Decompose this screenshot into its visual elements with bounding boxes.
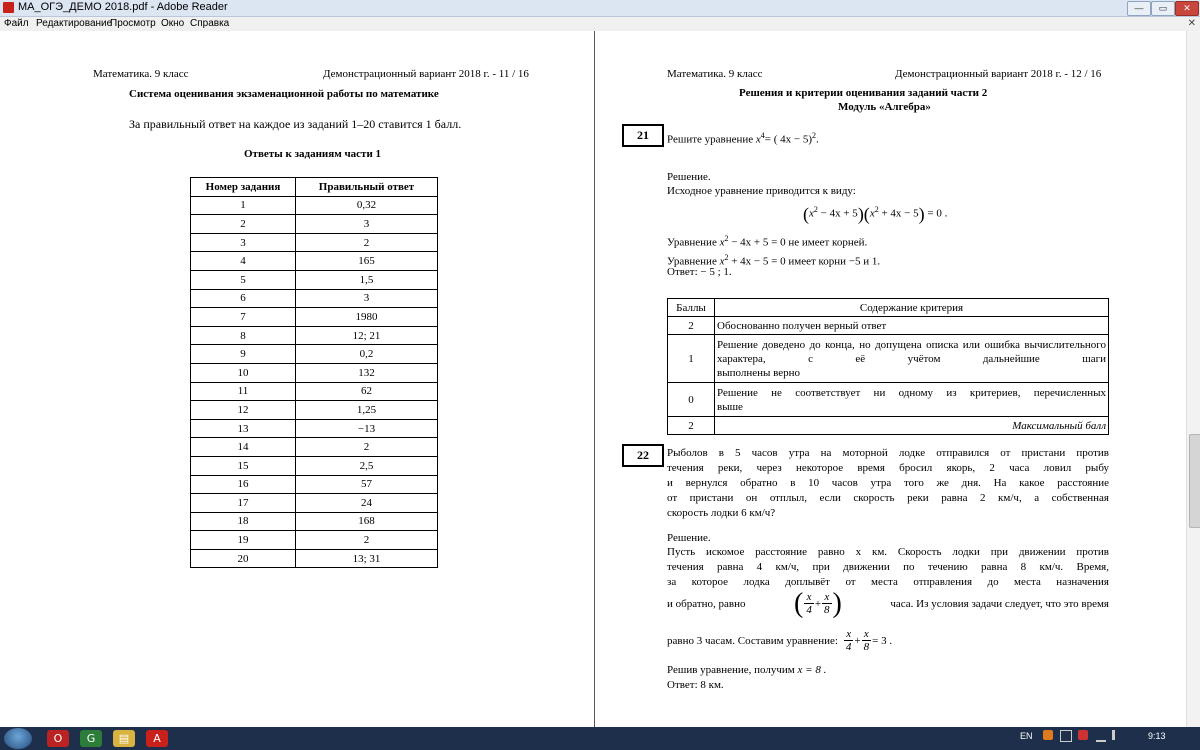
eq-b: − 4x + 5 bbox=[817, 207, 858, 220]
answer-value: 12; 21 bbox=[296, 326, 438, 345]
criteria-max-label: Максимальный балл bbox=[715, 417, 1109, 435]
page-divider bbox=[594, 31, 595, 727]
answer-task-number: 16 bbox=[191, 475, 296, 494]
task-21-line2: Уравнение $x^2 + 4x - 5 = 0$ имеет корни −5 и 1. bbox=[667, 253, 881, 268]
answer-row bbox=[191, 401, 438, 420]
line1-post: не имеет корней. bbox=[788, 236, 868, 249]
eq-c: x bbox=[869, 207, 875, 220]
eq-plus: + bbox=[854, 634, 861, 647]
answer-value: 2 bbox=[296, 531, 438, 550]
answers-table bbox=[190, 177, 438, 568]
task-22-solution-label: Решение. bbox=[667, 532, 711, 544]
task-21-rhs: = ( 4x − 5) bbox=[764, 133, 813, 146]
answer-row bbox=[191, 382, 438, 401]
answer-row bbox=[191, 438, 438, 457]
opera-icon[interactable]: O bbox=[47, 730, 69, 747]
criteria-text-main: Решение доведено до конца, но допущена описка или ошибка вычислительного характера, с её учётом дальнейшие шаги bbox=[717, 338, 1106, 365]
eq-end: = 0 . bbox=[924, 207, 948, 220]
window-title: МА_ОГЭ_ДЕМО 2018.pdf - Adobe Reader bbox=[18, 1, 228, 13]
answer-row bbox=[191, 363, 438, 382]
answer-value: 62 bbox=[296, 382, 438, 401]
close-button[interactable]: ✕ bbox=[1175, 1, 1199, 16]
line2-pre: Уравнение bbox=[667, 255, 717, 268]
criteria-text-last: выше bbox=[717, 400, 743, 413]
task-21-answer: Ответ: − 5 ; 1. bbox=[667, 266, 732, 278]
criteria-text-main: Решение не соответствует ни одному из критериев, перечисленных bbox=[717, 386, 1106, 399]
answer-task-number: 15 bbox=[191, 456, 296, 475]
task-22-sol-line: за которое лодка доплывёт от места отправления до места назначения bbox=[667, 576, 1109, 588]
left-page-title: Система оценивания экзаменационной работы по математике bbox=[129, 88, 439, 100]
answer-value: 57 bbox=[296, 475, 438, 494]
task-22-number: 22 bbox=[622, 444, 664, 467]
task-21-dot: . bbox=[816, 133, 819, 146]
answer-task-number: 5 bbox=[191, 270, 296, 289]
task-22-solution bbox=[667, 545, 1109, 590]
answer-task-number: 18 bbox=[191, 512, 296, 531]
menu-view[interactable]: Просмотр bbox=[110, 18, 156, 29]
answer-value: 165 bbox=[296, 252, 438, 271]
task-21-line1: Уравнение $x^2 - 4x + 5 = 0$ не имеет корней. bbox=[667, 234, 868, 249]
criteria-score: 2 bbox=[668, 317, 715, 335]
scrollbar-thumb[interactable] bbox=[1189, 434, 1200, 528]
maximize-button[interactable]: ▭ bbox=[1151, 1, 1175, 16]
line1-eq-b: − 4x + 5 = 0 bbox=[728, 236, 786, 249]
answer-task-number: 12 bbox=[191, 401, 296, 420]
answer-task-number: 19 bbox=[191, 531, 296, 550]
document-close-icon[interactable]: ✕ bbox=[1187, 18, 1196, 29]
eq-a: x bbox=[809, 207, 814, 220]
task-22-sol-line: Пусть искомое расстояние равно x км. Скорость лодки при движении против bbox=[667, 546, 1109, 558]
left-page-subtitle: За правильный ответ на каждое из заданий 1–20 ставится 1 балл. bbox=[129, 117, 462, 131]
taskbar bbox=[0, 727, 1200, 750]
task-22-equation bbox=[667, 628, 892, 653]
answers-title: Ответы к заданиям части 1 bbox=[244, 148, 382, 160]
answer-value: 1,25 bbox=[296, 401, 438, 420]
answer-row bbox=[191, 531, 438, 550]
eq-d: + 4x − 5 bbox=[878, 207, 919, 220]
adobe-reader-icon bbox=[3, 2, 14, 13]
language-indicator[interactable]: EN bbox=[1020, 731, 1033, 741]
eq-frac2-d: 8 bbox=[863, 641, 870, 653]
task-22-solved bbox=[667, 663, 826, 677]
answer-row bbox=[191, 345, 438, 364]
answer-row bbox=[191, 456, 438, 475]
answer-value: 0,2 bbox=[296, 345, 438, 364]
answer-row bbox=[191, 270, 438, 289]
left-header-subject: Математика. 9 класс bbox=[93, 68, 189, 80]
menu-help[interactable]: Справка bbox=[190, 18, 230, 29]
start-button[interactable] bbox=[4, 728, 32, 749]
answer-row bbox=[191, 512, 438, 531]
answer-task-number: 10 bbox=[191, 363, 296, 382]
eq-frac2-n: x bbox=[862, 628, 872, 641]
left-header-variant: Демонстрационный вариант 2018 г. - 11 / 16 bbox=[323, 68, 529, 80]
line2-eq-b: + 4x − 5 = 0 bbox=[728, 255, 786, 268]
answer-row bbox=[191, 494, 438, 513]
tray-notification-icon[interactable] bbox=[1060, 730, 1072, 742]
answer-row bbox=[191, 549, 438, 568]
answer-row bbox=[191, 308, 438, 327]
answer-task-number: 3 bbox=[191, 233, 296, 252]
menu-window[interactable]: Окно bbox=[161, 18, 185, 29]
criteria-table bbox=[667, 298, 1109, 435]
right-page-module: Модуль «Алгебра» bbox=[838, 101, 931, 113]
answer-task-number: 4 bbox=[191, 252, 296, 271]
task-22-sol-line: течения равна 4 км/ч, при движении по течению равна 8 км/ч. Время, bbox=[667, 561, 1109, 573]
answer-value: 2 bbox=[296, 233, 438, 252]
eq-frac1-d: 4 bbox=[845, 641, 852, 653]
task-21-prompt-text: Решите уравнение bbox=[667, 133, 754, 146]
frac1-n: x bbox=[804, 591, 814, 604]
task-22-text bbox=[667, 446, 1109, 521]
sol-pre: и обратно, равно bbox=[667, 597, 746, 610]
answer-value: 24 bbox=[296, 494, 438, 513]
task-21-number: 21 bbox=[622, 124, 664, 147]
tray-security-icon[interactable] bbox=[1078, 730, 1088, 740]
answer-value: 2,5 bbox=[296, 456, 438, 475]
answer-task-number: 6 bbox=[191, 289, 296, 308]
criteria-header-content: Содержание критерия bbox=[715, 299, 1109, 317]
answer-task-number: 9 bbox=[191, 345, 296, 364]
right-header-subject: Математика. 9 класс bbox=[667, 68, 763, 80]
task-22-line: от пристани он отплыл, если скорость реки равна 2 км/ч, а собственная bbox=[667, 492, 1109, 504]
criteria-max-score: 2 bbox=[668, 417, 715, 435]
criteria-header-score: Баллы bbox=[668, 299, 715, 317]
clock[interactable]: 9:13 bbox=[1148, 731, 1166, 741]
answer-row bbox=[191, 215, 438, 234]
task-22-line-last: скорость лодки 6 км/ч? bbox=[667, 507, 776, 519]
answer-task-number: 17 bbox=[191, 494, 296, 513]
task-22-line: Рыболов в 5 часов утра на моторной лодке отправился от пристани против bbox=[667, 447, 1109, 459]
criteria-score: 0 bbox=[668, 383, 715, 417]
answer-task-number: 8 bbox=[191, 326, 296, 345]
answer-value: 168 bbox=[296, 512, 438, 531]
answers-header-number: Номер задания bbox=[191, 178, 296, 197]
menu-edit[interactable]: Редактирование bbox=[36, 18, 113, 29]
answer-value: −13 bbox=[296, 419, 438, 438]
line2-post: имеет корни −5 и 1. bbox=[788, 255, 881, 268]
answer-value: 0,32 bbox=[296, 196, 438, 215]
adobe-reader-taskbar-icon[interactable]: A bbox=[146, 730, 168, 747]
frac2-n: x bbox=[822, 591, 832, 604]
answer-value: 2 bbox=[296, 438, 438, 457]
answer-value: 1,5 bbox=[296, 270, 438, 289]
answer-row bbox=[191, 326, 438, 345]
network-icon[interactable] bbox=[1096, 730, 1106, 742]
task-21-exp4: 4 bbox=[760, 131, 765, 140]
criteria-text-last: выполнены верно bbox=[717, 366, 801, 379]
title-bar bbox=[0, 0, 1200, 17]
frac1-d: 4 bbox=[806, 604, 812, 616]
task-21-x: x bbox=[755, 133, 761, 146]
answer-row bbox=[191, 252, 438, 271]
criteria-text: Обоснованно получен верный ответ bbox=[715, 317, 1109, 335]
task-21-factored-equation: $(x^2 - 4x + 5)(x^2 + 4x - 5) = 0$ . bbox=[803, 204, 948, 225]
answer-row bbox=[191, 196, 438, 215]
task-21-reduced-intro: Исходное уравнение приводится к виду: bbox=[667, 185, 856, 197]
right-page-title: Решения и критерии оценивания заданий части 2 bbox=[739, 87, 988, 99]
criteria-text bbox=[715, 383, 1109, 417]
minimize-button[interactable]: — bbox=[1127, 1, 1151, 16]
line1-pre: Уравнение bbox=[667, 236, 717, 249]
solved-text: Решив уравнение, получим bbox=[667, 664, 795, 676]
answer-row bbox=[191, 419, 438, 438]
answer-task-number: 1 bbox=[191, 196, 296, 215]
eq-pre: равно 3 часам. Составим уравнение: bbox=[667, 634, 838, 647]
criteria-score: 1 bbox=[668, 335, 715, 383]
answer-value: 1980 bbox=[296, 308, 438, 327]
right-header-variant: Демонстрационный вариант 2018 г. - 12 / 16 bbox=[895, 68, 1102, 80]
task-22-line: и вернулся обратно в 10 часов утра того же дня. На какое расстояние bbox=[667, 477, 1109, 489]
answers-header-answer: Правильный ответ bbox=[296, 178, 438, 197]
line2-eq-a: x bbox=[719, 255, 725, 268]
eq-end: = 3 . bbox=[872, 634, 893, 647]
task-21-exp2: 2 bbox=[812, 131, 817, 140]
answers-body bbox=[191, 196, 438, 568]
frac2-d: 8 bbox=[824, 604, 830, 616]
answer-row bbox=[191, 475, 438, 494]
menu-bar bbox=[0, 17, 1200, 31]
sol-post: часа. Из условия задачи следует, что это время bbox=[890, 597, 1109, 610]
answer-task-number: 13 bbox=[191, 419, 296, 438]
chrome-icon[interactable]: G bbox=[80, 730, 102, 747]
answer-value: 3 bbox=[296, 215, 438, 234]
task-22-line: течения реки, через некоторое время бросил якорь, 2 часа ловил рыбу bbox=[667, 462, 1109, 474]
answer-task-number: 2 bbox=[191, 215, 296, 234]
answer-task-number: 14 bbox=[191, 438, 296, 457]
task-21-solution-label: Решение. bbox=[667, 171, 711, 183]
answer-task-number: 20 bbox=[191, 549, 296, 568]
frac-plus: + bbox=[814, 597, 822, 610]
answer-task-number: 11 bbox=[191, 382, 296, 401]
vertical-scrollbar[interactable] bbox=[1186, 31, 1200, 727]
line1-eq-a: x bbox=[719, 236, 725, 249]
answer-row bbox=[191, 233, 438, 252]
answer-task-number: 7 bbox=[191, 308, 296, 327]
task-22-time-expression: и обратно, равно ( $\frac{x}{4}$ + $\frac{x}{8}$ ) часа. Из условия задачи следует, что это время bbox=[667, 587, 1109, 619]
eq-frac1-n: x bbox=[844, 628, 854, 641]
tray-app-icon[interactable] bbox=[1043, 730, 1053, 740]
answer-value: 3 bbox=[296, 289, 438, 308]
task-21-prompt bbox=[667, 129, 819, 147]
answer-value: 13; 31 bbox=[296, 549, 438, 568]
volume-icon[interactable] bbox=[1112, 730, 1125, 740]
answer-value: 132 bbox=[296, 363, 438, 382]
menu-file[interactable]: Файл bbox=[4, 18, 29, 29]
answer-row bbox=[191, 289, 438, 308]
criteria-text bbox=[715, 335, 1109, 383]
file-explorer-icon[interactable]: ▤ bbox=[113, 730, 135, 747]
task-22-answer: Ответ: 8 км. bbox=[667, 679, 724, 691]
solved-eq: x = 8 . bbox=[797, 664, 827, 676]
